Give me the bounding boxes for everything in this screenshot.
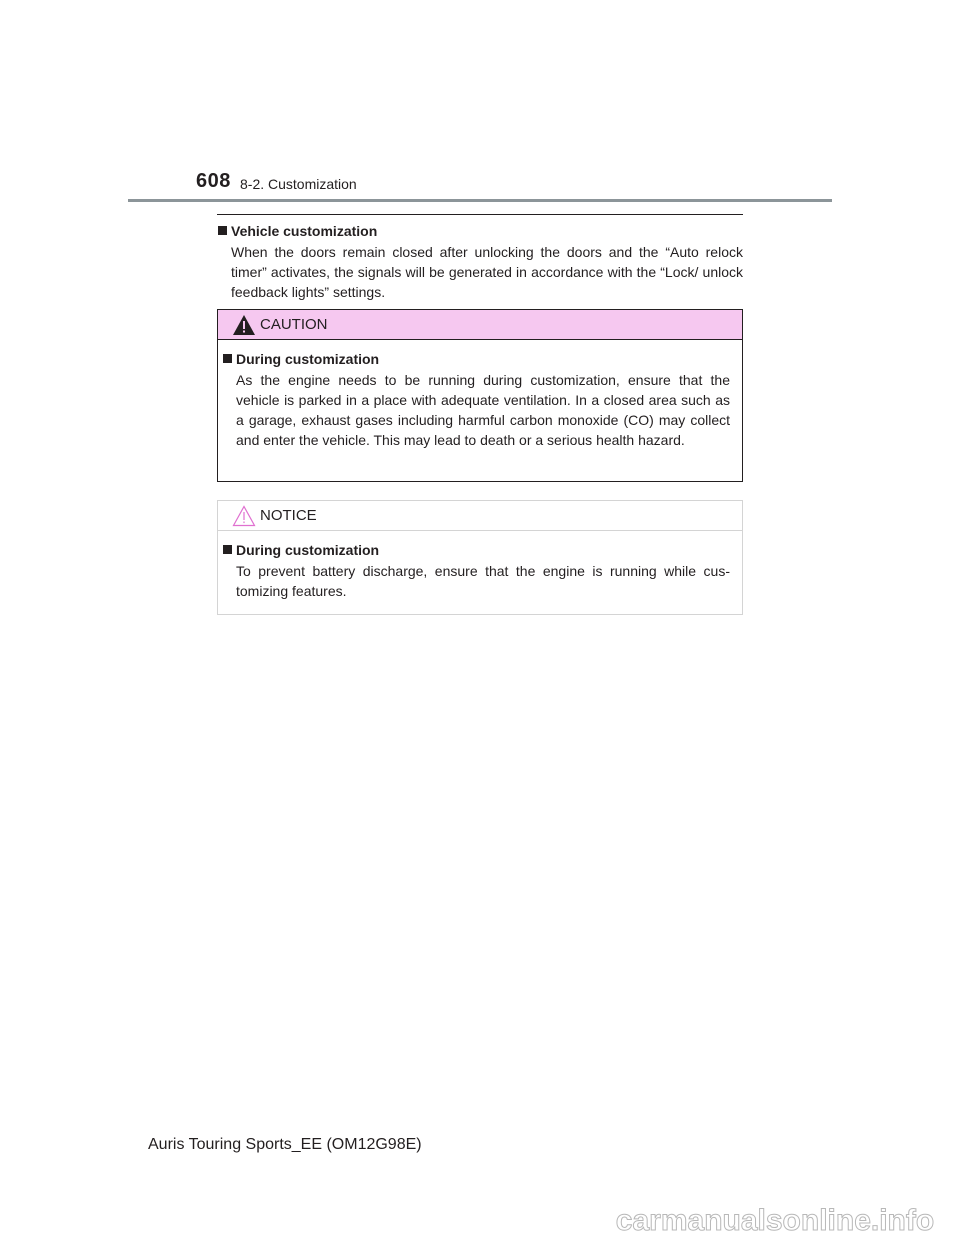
notice-triangle-icon xyxy=(232,505,256,527)
section-heading xyxy=(217,222,743,240)
bullet-square-icon xyxy=(223,354,232,363)
caution-header xyxy=(218,310,742,340)
caution-text: As the engine needs to be running during customization, ensure that the vehicle is parked in a place with adequate ventilation. In a closed area such as a garage, exhaust gases including harmful carbon monoxide (CO) may collect and enter the vehicle. This may lead to death or a serious health hazard. xyxy=(236,372,730,448)
notice-heading-text: During customization xyxy=(236,542,380,558)
caution-content xyxy=(218,340,742,450)
vehicle-customization-text: When the doors remain closed after unlocking the doors and the “Auto relock timer” activates, the signals will be generated in accordance with the “Lock/ unlock feedback lights” settings. xyxy=(231,244,743,300)
manual-title-footer: Auris Touring Sports_EE (OM12G98E) xyxy=(148,1136,422,1153)
caution-box xyxy=(217,309,743,482)
section-divider xyxy=(217,214,743,215)
page-number: 608 xyxy=(196,170,231,192)
watermark-logo xyxy=(600,1202,950,1238)
warning-icon xyxy=(232,314,256,336)
bullet-square-icon xyxy=(223,545,232,554)
notice-box xyxy=(217,500,743,615)
notice-heading xyxy=(222,541,730,559)
vehicle-customization-section xyxy=(217,222,743,302)
watermark-text: carmanualsonline.info xyxy=(615,1204,935,1237)
caution-heading xyxy=(222,350,730,368)
notice-header xyxy=(218,501,742,531)
notice-label: NOTICE xyxy=(260,507,317,524)
bullet-square-icon xyxy=(218,226,227,235)
vehicle-customization-heading: Vehicle customization xyxy=(231,223,378,239)
caution-heading-text: During customization xyxy=(236,351,380,367)
notice-content xyxy=(218,531,742,601)
header-divider xyxy=(128,199,832,202)
caution-label: CAUTION xyxy=(260,316,328,333)
section-title: 8-2. Customization xyxy=(240,176,357,192)
notice-text: To prevent battery discharge, ensure that the engine is running while cus- tomizing features. xyxy=(236,563,730,599)
